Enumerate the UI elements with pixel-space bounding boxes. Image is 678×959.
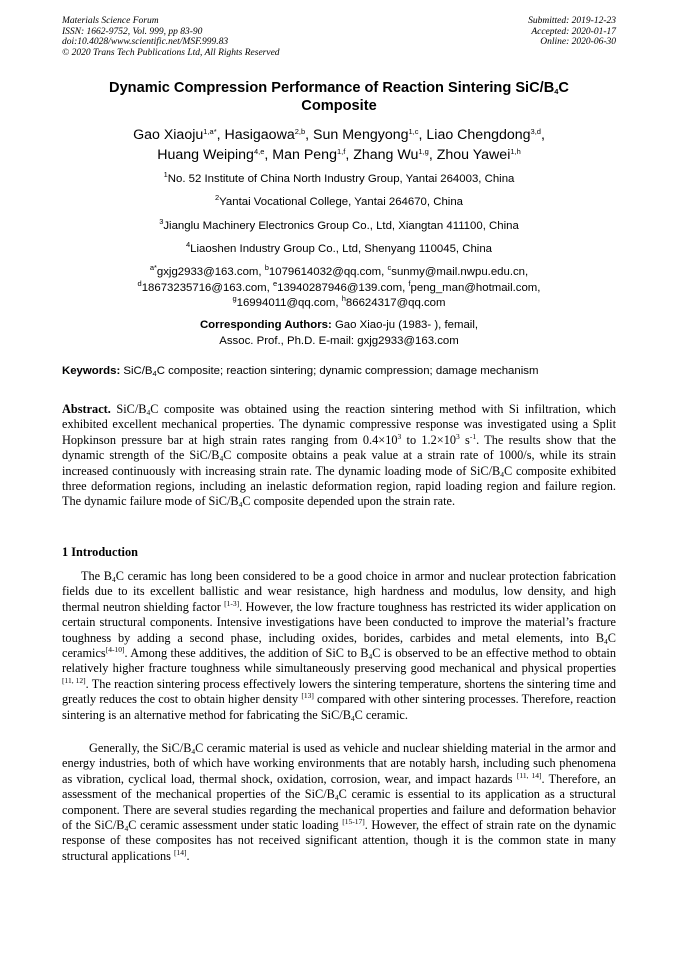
accepted-date: Accepted: 2020-01-17 bbox=[531, 26, 616, 37]
keywords: Keywords: SiC/$B_4C$ composite; reaction sintering; dynamic compression; damage mechanism bbox=[62, 365, 539, 378]
email-list: $^{a*}$gxjg2933@163.com, $^b$1079614032@qq.com, $^c$sunmy@mail.nwpu.edu.cn, $^d$18673235716@163.com, $^e$13940287946@139.com, $^f$peng_man@hotmail.com, $^g$16994011@qq.com, $^h$86624317@qq.com bbox=[137, 263, 541, 309]
email[interactable]: peng_man@hotmail.com, bbox=[410, 281, 541, 294]
citation[interactable]: [13] bbox=[301, 691, 314, 701]
issn-line: ISSN: 1662-9752, Vol. 999, pp 83-90 bbox=[62, 26, 203, 37]
corresponding-label: Corresponding Authors: bbox=[199, 319, 332, 331]
citation[interactable]: [14] bbox=[174, 847, 187, 857]
citation[interactable]: [11, 14] bbox=[516, 770, 542, 780]
keywords-label: Keywords: bbox=[62, 365, 121, 377]
author-list bbox=[62, 125, 616, 165]
journal-info bbox=[62, 16, 280, 58]
abstract: Abstract. SiC/$B_4C$ composite was obtained using the reaction sintering method with Si infiltration, which exhibited excellent mechanical properties. The dynamic compressive response was investigated using a Split Hopkinson pressure bar at high strain rates ranging from $0.4\times 10^3$ to $1.2\times 10^3$ $s^{-1}$. The results show that the dynamic strength of the SiC/$B_4C$ composite obtains a peak value at a strain rate of 1000/s, while its strain increased continuously with increasing strain rate. The dynamic loading mode of SiC/$B_4C$ composite exhibited three deformation regions, including an inelastic deformation region, rapid loading region and failure region. The dynamic failure mode of SiC/$B_4C$ composite depended upon the strain rate. bbox=[62, 402, 616, 510]
author: Gao Xiaoju$^{1,a*}$, bbox=[133, 127, 225, 143]
email[interactable]: sunmy@mail.nwpu.edu.cn, bbox=[391, 266, 529, 278]
submitted-date: Submitted: 2019-12-23 bbox=[528, 16, 616, 26]
abstract-label: Abstract. bbox=[62, 402, 111, 416]
affiliation: $^2$Yantai Vocational College, Yantai 264670, China bbox=[215, 193, 463, 208]
doi-line: doi:10.4028/www.scientific.net/MSF.999.83 bbox=[62, 37, 229, 48]
affiliation: $^4$Liaoshen Industry Group Co., Ltd, Shenyang 110045, China bbox=[185, 240, 493, 255]
author: Huang Weiping$^{4,e}$, bbox=[157, 147, 273, 163]
copyright-line: © 2020 Trans Tech Publications Ltd, All Rights Reserved bbox=[62, 47, 280, 58]
email[interactable]: 13940287946@139.com, bbox=[277, 281, 409, 294]
corresponding-authors: Corresponding Authors: Gao Xiao-ju (1983- ), femail, Assoc. Prof., Ph.D. E-mail: gxjg2933@163.com bbox=[199, 319, 479, 347]
citation[interactable]: [11, 12] bbox=[62, 675, 86, 685]
author: Hasigaowa$^{2,b}$, bbox=[224, 127, 314, 143]
intro-paragraph-2: Generally, the SiC/$B_4C$ ceramic material is used as vehicle and nuclear shielding material in the armor and energy industries, both of which have working environments that are notably harsh, including such phenomena as vibration, cyclical load, thermal shock, oxidation, corrosion, wear, and impact hazards [11, 14]. Therefore, an assessment of the mechanical properties of the SiC/$B_4C$ ceramic is essential to its application as a structural component. There are several studies regarding the mechanical properties and failure and deformation behavior of the SiC/$B_4C$ ceramic assessment under static loading [15-17]. However, the effect of strain rate on the dynamic response of these composites has not received significant attention, though it is the common state in many structural applications [14]. bbox=[62, 741, 617, 863]
email[interactable]: 16994011@qq.com, bbox=[236, 297, 342, 309]
email[interactable]: gxjg2933@163.com, bbox=[156, 266, 265, 278]
section-heading: 1 Introduction bbox=[62, 545, 138, 559]
online-date: Online: 2020-06-30 bbox=[540, 37, 616, 48]
author: Liao Chengdong$^{3,d}$, bbox=[426, 127, 545, 143]
email[interactable]: 86624317@qq.com bbox=[345, 297, 446, 309]
paper-title: Dynamic Compression Performance of Reaction Sintering SiC/$B_4C$ Composite bbox=[109, 80, 569, 114]
author: Zhou Yawei$^{1,h}$ bbox=[436, 147, 521, 163]
citation[interactable]: [1-3] bbox=[224, 598, 240, 608]
email[interactable]: 18673235716@163.com, bbox=[141, 281, 273, 294]
affiliation: $^1$No. 52 Institute of China North Industry Group, Yantai 264003, China bbox=[163, 170, 515, 185]
intro-paragraph-1: The $B_4C$ ceramic has long been considered to be a good choice in armor and nuclear protection fabrication fields due to its excellent ballistic and wear resistance, high hardness and modulus, low density, and high thermal neutron shielding factor [1-3]. However, the low fracture toughness has restricted its wider application on certain structural components. Intensive investigations have been conducted to improve the material’s fracture toughness by adding a second phase, including oxides, borides, carbides and metal elements, into $B_4C$ ceramics[4-10]. Among these additives, the addition of SiC to $B_4C$ is observed to be an effective method to obtain relatively higher fracture toughness while simultaneously preserving good mechanical and physical properties [11, 12]. The reaction sintering process effectively lowers the sintering temperature, shortens the sintering time and greatly reduces the cost to obtain higher density [13] compared with other sintering processes. Therefore, reaction sintering is an alternative method for fabricating the SiC/$B_4C$ ceramic. bbox=[62, 569, 617, 723]
author: Man Peng$^{1,f}$, bbox=[272, 147, 354, 163]
journal-name: Materials Science Forum bbox=[62, 16, 159, 26]
affiliation: $^3$Jianglu Machinery Electronics Group Co., Ltd, Xiangtan 411100, China bbox=[159, 217, 519, 232]
author: Zhang Wu$^{1,g}$, bbox=[353, 147, 437, 163]
dates-info bbox=[528, 16, 616, 48]
citation[interactable]: [4-10] bbox=[105, 645, 125, 655]
citation[interactable]: [15-17] bbox=[342, 817, 365, 827]
author: Sun Mengyong$^{1,c}$, bbox=[313, 127, 427, 143]
email[interactable]: 1079614032@qq.com, bbox=[268, 266, 388, 278]
